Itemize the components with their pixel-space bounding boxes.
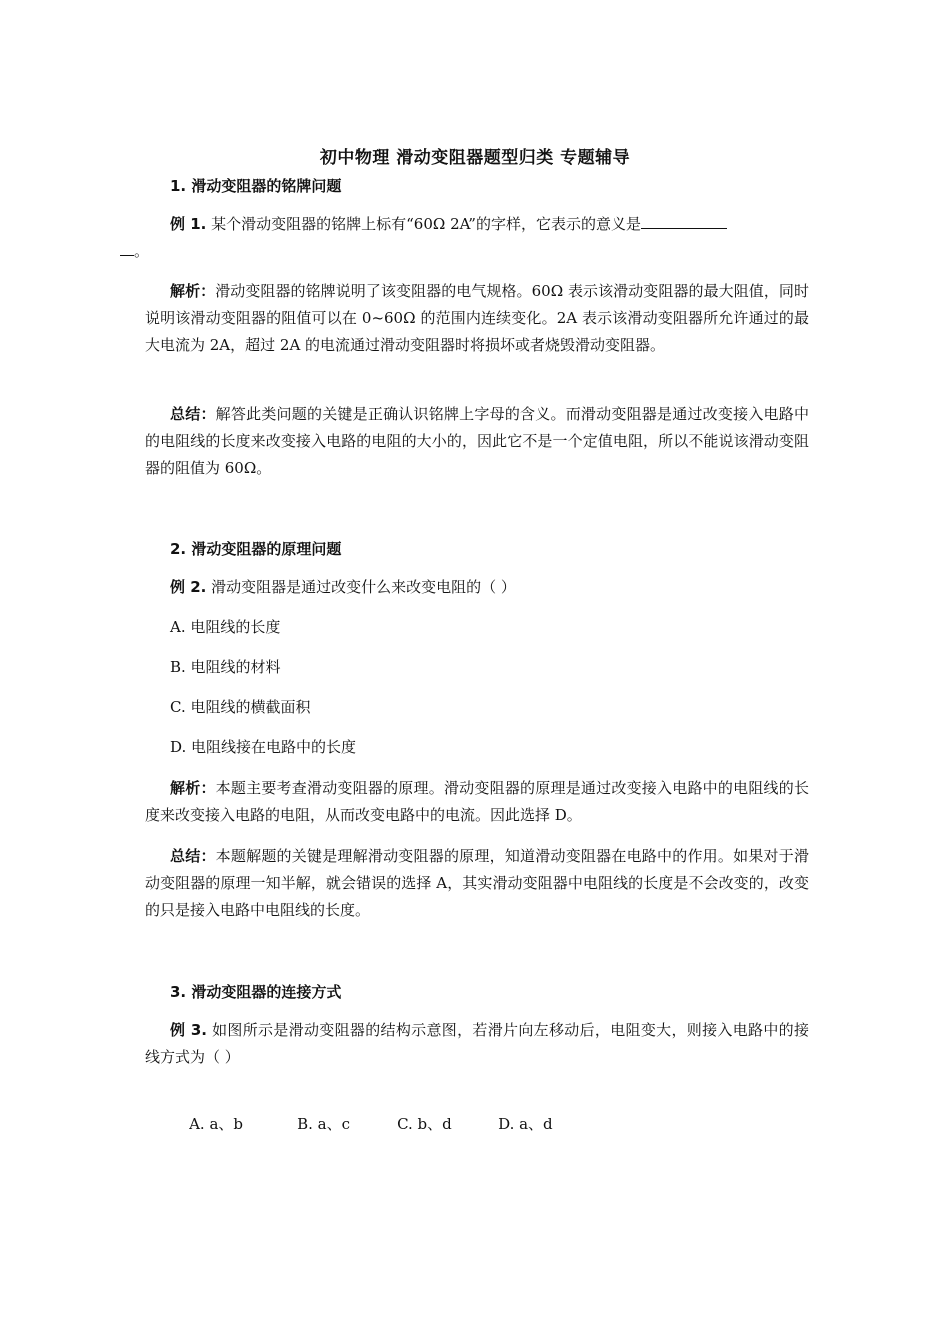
option-b: B. 电阻线的材料: [170, 658, 281, 676]
example-2-paragraph: [145, 574, 809, 601]
example-3-text: 如图所示是滑动变阻器的结构示意图，若滑片向左移动后，电阻变大，则接入电路中的接线方式为（ ）: [145, 1021, 809, 1066]
analysis-2-text: 本题主要考查滑动变阻器的原理。滑动变阻器的原理是通过改变接入电路中的电阻线的长度来改变接入电路的电阻，从而改变电路中的电流。因此选择 D。: [145, 779, 809, 824]
option-c: C. b、d: [397, 1115, 452, 1133]
option-a: A. a、b: [189, 1115, 243, 1133]
example-1-label: 例 1.: [170, 215, 207, 233]
analysis-2-label: 解析：: [170, 779, 216, 797]
example-2-label: 例 2.: [170, 578, 207, 596]
option-a: A. 电阻线的长度: [170, 618, 281, 636]
summary-1-text: 解答此类问题的关键是正确认识铭牌上字母的含义。而滑动变阻器是通过改变接入电路中的电阻线的长度来改变接入电路的电阻的大小的，因此它不是一个定值电阻，所以不能说该滑动变阻器的阻值为 60Ω。: [145, 405, 809, 477]
document-title: 初中物理 滑动变阻器题型归类 专题辅导: [319, 148, 631, 168]
summary-2-paragraph: [145, 843, 809, 924]
analysis-1-paragraph: [145, 278, 809, 359]
option-d: D. a、d: [498, 1115, 553, 1133]
option-c: C. 电阻线的横截面积: [170, 698, 311, 716]
option-d: D. 电阻线接在电路中的长度: [170, 738, 357, 756]
answer-blank-line-end: [120, 241, 134, 256]
example-1-text: 某个滑动变阻器的铭牌上标有“60Ω 2A”的字样，它表示的意义是: [211, 215, 641, 233]
section-1-heading: 1. 滑动变阻器的铭牌问题: [170, 177, 342, 195]
analysis-1-label: 解析：: [170, 282, 216, 300]
answer-blank-line: [641, 214, 727, 229]
option-b: B. a、c: [297, 1115, 350, 1133]
section-2-heading: 2. 滑动变阻器的原理问题: [170, 540, 342, 558]
summary-2-text: 本题解题的关键是理解滑动变阻器的原理，知道滑动变阻器在电路中的作用。如果对于滑动变阻器的原理一知半解，就会错误的选择 A，其实滑动变阻器中电阻线的长度是不会改变的，改变的只是接入电路中电阻线的长度。: [145, 847, 809, 919]
example-3-options: [170, 1084, 553, 1165]
summary-1-paragraph: [145, 401, 809, 482]
section-3-heading: 3. 滑动变阻器的连接方式: [170, 983, 342, 1001]
analysis-1-text: 滑动变阻器的铭牌说明了该变阻器的电气规格。60Ω 表示该滑动变阻器的最大阻值，同时说明该滑动变阻器的阻值可以在 0~60Ω 的范围内连续变化。2A 表示该滑动变阻器所允许通过的最大电流为 2A，超过 2A 的电流通过滑动变阻器时将损坏或者烧毁滑动变阻器。: [145, 282, 809, 354]
example-1-paragraph: [134, 211, 809, 265]
analysis-2-paragraph: [145, 775, 809, 829]
example-1-end: 。: [134, 242, 150, 260]
example-2-text: 滑动变阻器是通过改变什么来改变电阻的（ ）: [211, 578, 516, 596]
example-3-label: 例 3.: [170, 1021, 207, 1039]
summary-1-label: 总结：: [170, 405, 216, 423]
summary-2-label: 总结：: [170, 847, 216, 865]
example-3-paragraph: [145, 1017, 809, 1071]
